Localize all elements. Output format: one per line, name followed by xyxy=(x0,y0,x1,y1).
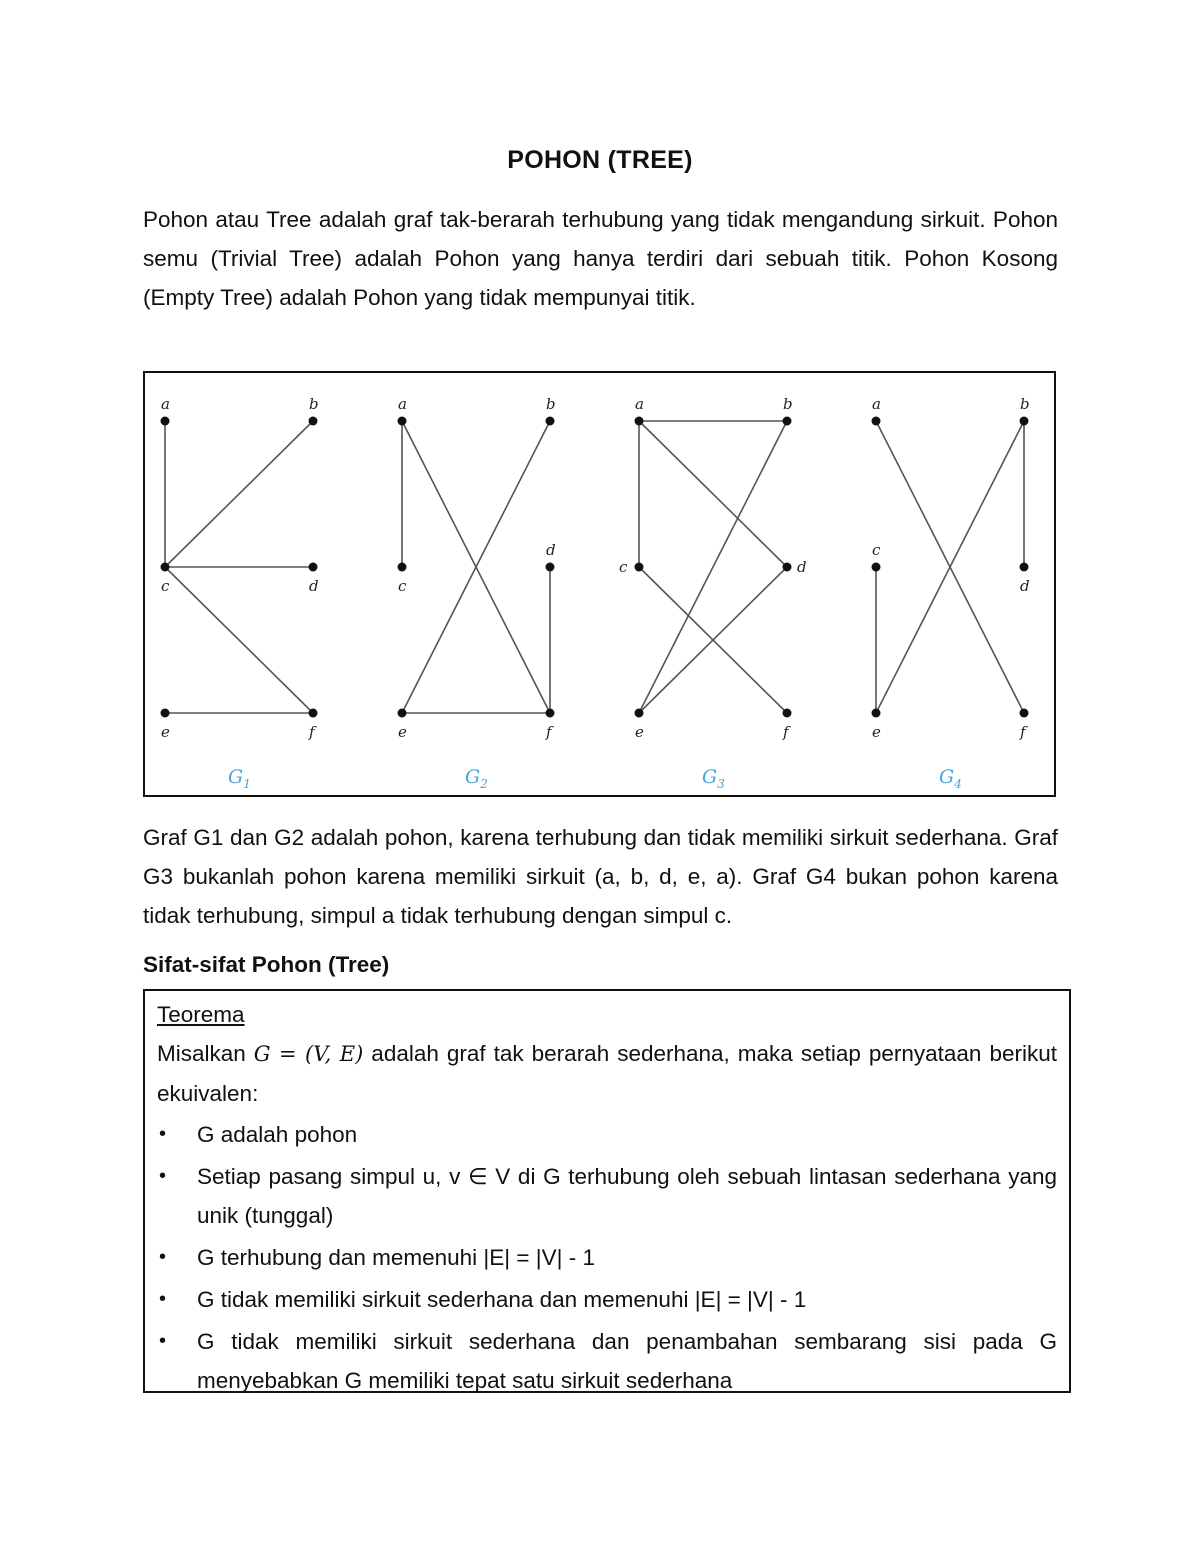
intro-paragraph: Pohon atau Tree adalah graf tak-berarah terhubung yang tidak mengandung sirkuit. Pohon semu (Trivial Tree) adalah Pohon yang hanya terdiri dari sebuah titik. Pohon Kosong (Empty Tree) adalah Pohon yang tidak mempunyai titik. xyxy=(143,207,1058,310)
vertex-label-b: b xyxy=(1020,395,1030,413)
vertex-a xyxy=(872,417,881,426)
theorem-item xyxy=(157,1322,1057,1400)
theorem-item xyxy=(157,1115,1057,1154)
vertex-label-a: a xyxy=(872,395,881,413)
theorem-item-text: Setiap pasang simpul u, v ∈ V di G terhubung oleh sebuah lintasan sederhana yang unik (tunggal) xyxy=(197,1164,1057,1228)
vertex-label-a: a xyxy=(161,395,170,413)
vertex-e xyxy=(635,709,644,718)
theorem-intro-after: adalah graf tak berarah sederhana, maka setiap pernyataan berikut ekuivalen: xyxy=(157,1041,1057,1106)
vertex-a xyxy=(635,417,644,426)
bullet-icon: • xyxy=(159,1330,167,1352)
vertex-label-e: e xyxy=(872,723,881,741)
vertex-f xyxy=(1020,709,1029,718)
theorem-intro-before: Misalkan xyxy=(157,1041,254,1066)
theorem-item xyxy=(157,1157,1057,1235)
graph-g4 xyxy=(872,395,1030,791)
vertex-c xyxy=(635,563,644,572)
vertex-label-f: f xyxy=(1020,723,1026,741)
vertex-label-c: c xyxy=(398,577,407,595)
vertex-b xyxy=(1020,417,1029,426)
vertex-e xyxy=(872,709,881,718)
vertex-c xyxy=(398,563,407,572)
bullet-icon: • xyxy=(159,1246,167,1268)
vertex-e xyxy=(161,709,170,718)
theorem-intro xyxy=(157,1034,1057,1113)
bullet-icon: • xyxy=(159,1288,167,1310)
vertex-label-e: e xyxy=(635,723,644,741)
explanation-paragraph: Graf G1 dan G2 adalah pohon, karena terhubung dan tidak memiliki sirkuit sederhana. Graf G3 bukanlah pohon karena memiliki sirkuit (a, b, d, e, a). Graf G4 bukan pohon karena tidak terhubung, simpul a tidak terhubung dengan simpul c. xyxy=(143,825,1058,928)
vertex-label-d: d xyxy=(797,558,807,576)
edge-a-d xyxy=(639,421,787,567)
theorem-list xyxy=(157,1115,1057,1400)
graph-g2 xyxy=(398,395,556,791)
edge-b-c xyxy=(165,421,313,567)
theorem-item-text: G adalah pohon xyxy=(197,1122,358,1147)
vertex-label-e: e xyxy=(161,723,170,741)
graph-g1 xyxy=(161,395,319,791)
graph-label-g1: $G_1$ xyxy=(228,766,251,791)
vertex-d xyxy=(546,563,555,572)
vertex-d xyxy=(309,563,318,572)
vertex-label-c: c xyxy=(872,541,881,559)
vertex-a xyxy=(398,417,407,426)
vertex-label-e: e xyxy=(398,723,407,741)
vertex-d xyxy=(1020,563,1029,572)
vertex-label-f: f xyxy=(309,723,315,741)
edge-c-f xyxy=(165,567,313,713)
vertex-label-d: d xyxy=(546,541,556,559)
vertex-c xyxy=(872,563,881,572)
bullet-icon: • xyxy=(159,1165,167,1187)
theorem-item xyxy=(157,1238,1057,1277)
vertex-label-a: a xyxy=(398,395,407,413)
graph-label-g4: $G_4$ xyxy=(939,766,962,791)
graph-g3 xyxy=(619,395,807,791)
graph-label-g2: $G_2$ xyxy=(465,766,488,791)
vertex-b xyxy=(783,417,792,426)
section-heading: Sifat-sifat Pohon (Tree) xyxy=(143,952,390,977)
vertex-c xyxy=(161,563,170,572)
vertex-label-d: d xyxy=(1020,577,1030,595)
vertex-b xyxy=(546,417,555,426)
graph-figure xyxy=(143,371,1056,797)
vertex-label-d: d xyxy=(309,577,319,595)
vertex-d xyxy=(783,563,792,572)
edge-b-e xyxy=(639,421,787,713)
vertex-a xyxy=(161,417,170,426)
theorem-intro-math: G = (V, E) xyxy=(253,1042,364,1066)
theorem-item-text: G tidak memiliki sirkuit sederhana dan memenuhi |E| = |V| - 1 xyxy=(197,1287,807,1312)
theorem-box xyxy=(143,989,1071,1393)
vertex-label-c: c xyxy=(619,558,628,576)
vertex-label-f: f xyxy=(783,723,789,741)
vertex-f xyxy=(546,709,555,718)
theorem-item xyxy=(157,1280,1057,1319)
vertex-label-a: a xyxy=(635,395,644,413)
vertex-label-b: b xyxy=(546,395,556,413)
theorem-item-text: G tidak memiliki sirkuit sederhana dan penambahan sembarang sisi pada G menyebabkan G memiliki tepat satu sirkuit sederhana xyxy=(197,1329,1057,1393)
graph-label-g3: $G_3$ xyxy=(702,766,725,791)
vertex-f xyxy=(309,709,318,718)
vertex-f xyxy=(783,709,792,718)
graph-figure-svg xyxy=(145,373,1054,795)
page-title: POHON (TREE) xyxy=(507,146,693,174)
theorem-heading: Teorema xyxy=(157,1002,245,1027)
bullet-icon: • xyxy=(159,1123,167,1145)
theorem-item-text: G terhubung dan memenuhi |E| = |V| - 1 xyxy=(197,1245,595,1270)
vertex-label-c: c xyxy=(161,577,170,595)
vertex-b xyxy=(309,417,318,426)
vertex-label-b: b xyxy=(783,395,793,413)
vertex-label-f: f xyxy=(546,723,552,741)
vertex-e xyxy=(398,709,407,718)
vertex-label-b: b xyxy=(309,395,319,413)
